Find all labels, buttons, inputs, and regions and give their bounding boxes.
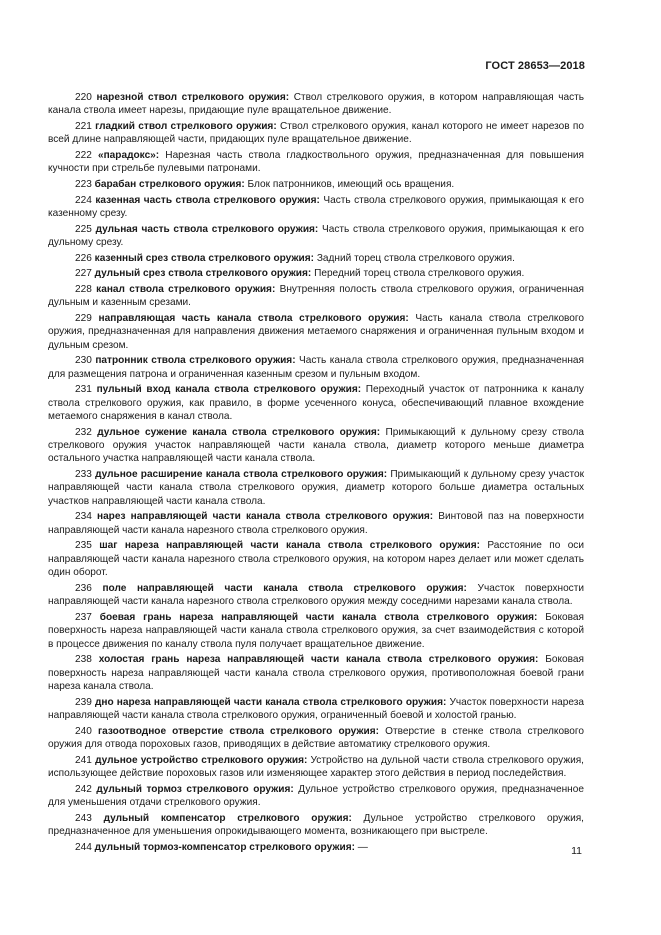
term-name: барабан стрелкового оружия:: [94, 179, 245, 190]
term-name: дульный тормоз стрелкового оружия:: [96, 783, 294, 795]
term-name: поле направляющей части канала ствола стрелкового оружия:: [102, 582, 467, 594]
term-entry: [48, 510, 584, 537]
term-definition: Часть канала ствола стрелкового оружия, предназначенная для размещения патрона и ограниченная казенным срезом и пульным входом.: [48, 355, 584, 380]
term-definition: —: [357, 841, 368, 853]
term-definition: Нарезная часть ствола гладкоствольного оружия, предназначенная для повышения кучности при стрельбе пулевыми патронами.: [48, 150, 584, 175]
term-definition: Расстояние по оси направляющей части канала нарезного ствола стрелкового оружия, на котором нарез делает или может сделать один оборот.: [48, 540, 584, 579]
term-entry: [48, 653, 584, 693]
term-number: 231: [75, 384, 92, 396]
page-number: 11: [571, 845, 582, 857]
term-definition: Боковая поверхность нареза направляющей части канала ствола стрелкового оружия, противоположная боевой грани нареза канала ствола.: [48, 654, 584, 693]
term-name: дульное сужение канала ствола стрелкового оружия:: [97, 426, 381, 438]
term-name: казенная часть ствола стрелкового оружия:: [95, 194, 320, 206]
term-entry: [48, 267, 584, 280]
term-number: 241: [75, 754, 92, 766]
term-number: 244: [75, 841, 92, 853]
term-entry: [48, 283, 584, 310]
term-number: 221: [75, 121, 92, 132]
term-name: дульный срез ствола стрелкового оружия:: [94, 268, 312, 280]
term-number: 230: [75, 355, 92, 367]
term-number: 236: [75, 582, 92, 594]
term-name: дульное устройство стрелкового оружия:: [95, 754, 308, 766]
term-name: холостая грань нареза направляющей части канала ствола стрелкового оружия:: [98, 654, 539, 666]
term-name: нарез направляющей части канала ствола стрелкового оружия:: [96, 511, 434, 523]
term-definition: Дульное устройство стрелкового оружия, предназначенное для уменьшения отдачи стрелкового оружия.: [48, 783, 584, 809]
term-number: 234: [75, 511, 92, 523]
term-entry: [48, 725, 584, 752]
term-definition: Внутренняя полость ствола стрелкового оружия, ограниченная дульным и казенным срезами.: [48, 283, 584, 309]
term-definition: Блок патронников, имеющий ось вращения.: [247, 179, 455, 190]
term-entry: [48, 91, 584, 118]
term-entry: [48, 841, 584, 854]
term-name: шаг нареза направляющей части канала ствола стрелкового оружия:: [99, 540, 480, 552]
term-name: дно нареза направляющей части канала ствола стрелкового оружия:: [94, 696, 447, 708]
term-entry: [48, 754, 584, 781]
term-definition: Боковая поверхность нареза направляющей части канала ствола стрелкового оружия, за счет взаимодействия с которой в процессе движения по каналу ствола пуля получает вращательное движение.: [48, 611, 584, 650]
term-definition: Участок поверхности направляющей части канала нарезного ствола стрелкового оружия между соседними нарезами канала ствола.: [48, 582, 584, 608]
term-definition: Ствол стрелкового оружия, в котором направляющая часть канала ствола имеет нарезы, придающие пуле вращательное движение.: [48, 92, 584, 117]
term-number: 225: [75, 223, 92, 235]
term-definition: Участок поверхности нареза направляющей части канала ствола стрелкового оружия, ограниченный боевой и холостой гранью.: [48, 696, 585, 722]
term-number: 233: [75, 469, 92, 480]
term-entry: [48, 539, 584, 579]
standard-designation: ГОСТ 28653—2018: [485, 60, 585, 72]
term-entry: [48, 582, 584, 609]
term-number: 227: [75, 268, 92, 280]
term-name: дульный тормоз-компенсатор стрелкового оружия:: [94, 841, 355, 853]
term-number: 224: [75, 194, 92, 206]
term-name: канал ствола стрелкового оружия:: [96, 283, 276, 295]
term-definition: Примыкающий к дульному срезу участок направляющей части канала ствола стрелкового оружия, диаметр которого больше диаметра остальных участков направляющей части канала ствола.: [48, 469, 585, 507]
term-definition: Отверстие в стенке ствола стрелкового оружия для отвода пороховых газов, приводящих в действие автоматику стрелкового оружия.: [48, 725, 584, 751]
term-number: 226: [75, 252, 92, 264]
term-number: 232: [75, 426, 92, 438]
term-name: дульный компенсатор стрелкового оружия:: [103, 812, 352, 824]
term-definition: Задний торец ствола стрелкового оружия.: [316, 252, 515, 264]
term-definition: Переходный участок от патронника к каналу ствола стрелкового оружия, как правило, в форме усеченного конуса, обеспечивающий плавное вхождение метаемого снаряжения в канал ствола.: [48, 384, 584, 422]
term-definition: Примыкающий к дульному срезу ствола стрелкового оружия участок направляющей части канала ствола, диаметр которого меньше диаметра остального участка направляющей части канала ствола.: [48, 426, 584, 465]
term-name: газоотводное отверстие ствола стрелкового оружия:: [97, 725, 379, 737]
term-entry: [48, 468, 584, 508]
term-entry: [48, 426, 584, 466]
term-entry: [48, 696, 584, 723]
term-definition: Часть канала ствола стрелкового оружия, предназначенная для направления движения метаемого снаряжения и ограниченная пульным входом и дульным срезом.: [48, 312, 584, 351]
term-definition: Передний торец ствола стрелкового оружия.: [314, 268, 525, 280]
term-number: 239: [75, 696, 92, 708]
term-name: казенный срез ствола стрелкового оружия:: [94, 252, 315, 264]
term-name: гладкий ствол стрелкового оружия:: [95, 121, 277, 132]
term-number: 220: [75, 92, 92, 103]
term-entry: [48, 252, 584, 265]
term-entry: [48, 223, 584, 250]
term-entry: [48, 812, 584, 839]
term-definition: Дульное устройство стрелкового оружия, предназначенное для уменьшения опрокидывающего момента, возникающего при выстреле.: [48, 812, 584, 838]
term-definition: Винтовой паз на поверхности направляющей части канала нарезного ствола стрелкового оружия.: [48, 511, 584, 536]
term-number: 242: [75, 783, 92, 795]
term-entry: [48, 783, 584, 810]
term-number: 235: [75, 540, 92, 552]
term-entry: [48, 611, 584, 651]
term-number: 237: [75, 611, 92, 623]
term-name: боевая грань нареза направляющей части канала ствола стрелкового оружия:: [99, 611, 538, 623]
term-entry: [48, 312, 584, 352]
terms-list: [48, 91, 584, 856]
term-number: 222: [75, 150, 92, 161]
term-entry: [48, 354, 584, 381]
term-name: «парадокс»:: [97, 150, 160, 161]
term-definition: Часть ствола стрелкового оружия, примыкающая к его дульному срезу.: [48, 223, 585, 248]
term-definition: Часть ствола стрелкового оружия, примыкающая к его казенному срезу.: [48, 194, 584, 219]
term-name: патронник ствола стрелкового оружия:: [95, 355, 296, 367]
term-entry: [48, 178, 584, 191]
term-number: 228: [75, 283, 92, 295]
term-name: нарезной ствол стрелкового оружия:: [96, 92, 290, 103]
term-definition: Ствол стрелкового оружия, канал которого не имеет нарезов по всей длине направляющей части, придающих пуле вращательное движение.: [48, 121, 584, 146]
term-name: направляющая часть канала ствола стрелкового оружия:: [98, 312, 409, 324]
term-entry: [48, 120, 584, 147]
term-number: 240: [75, 725, 92, 737]
term-number: 223: [75, 179, 92, 190]
term-number: 243: [75, 812, 92, 824]
term-number: 238: [75, 654, 92, 666]
term-entry: [48, 383, 584, 423]
term-entry: [48, 194, 584, 221]
term-number: 229: [75, 312, 92, 324]
term-definition: Устройство на дульной части ствола стрелкового оружия, использующее действие пороховых газов или изменяющее характер этого действия в период последействия.: [48, 754, 584, 780]
term-name: дульное расширение канала ствола стрелкового оружия:: [95, 469, 388, 480]
term-entry: [48, 149, 584, 176]
term-name: дульная часть ствола стрелкового оружия:: [95, 223, 319, 235]
term-name: пульный вход канала ствола стрелкового оружия:: [96, 384, 362, 396]
